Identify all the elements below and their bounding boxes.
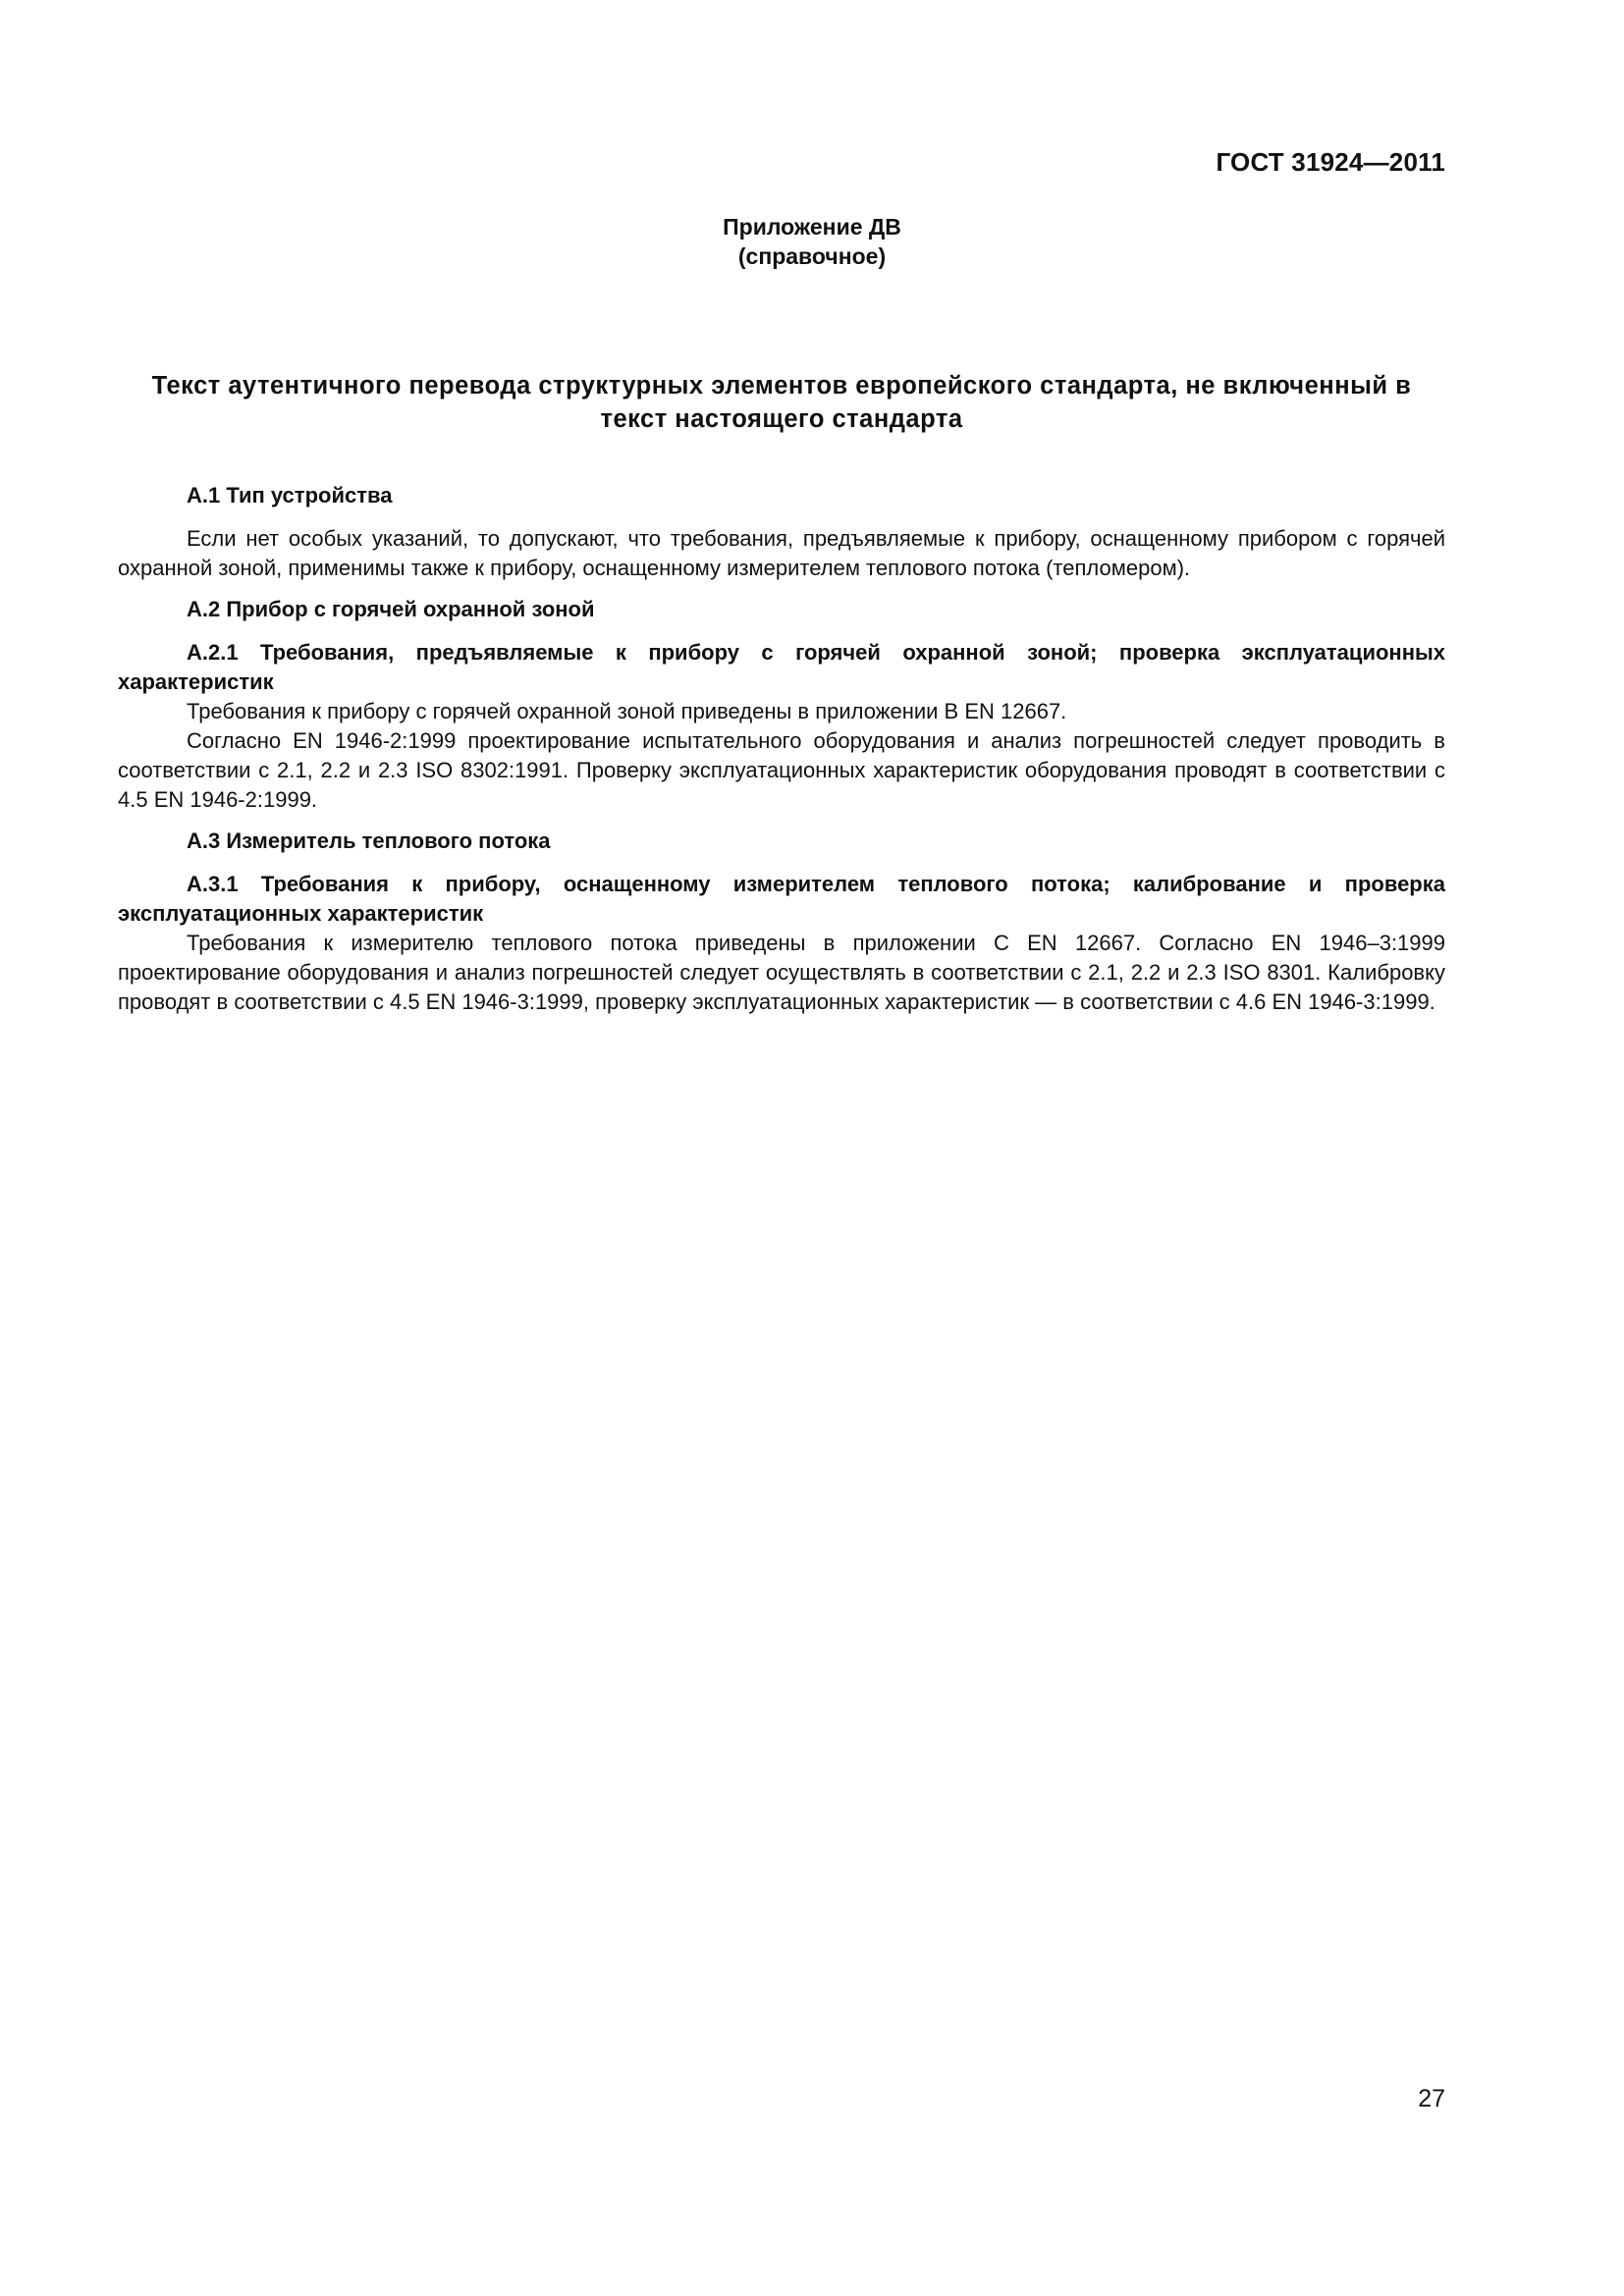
section-text-a21-1: Требования к прибору с горячей охранной зоной приведены в приложении В EN 12667. xyxy=(187,699,1067,723)
annex-label: Приложение ДВ xyxy=(723,214,901,240)
annex-header xyxy=(0,212,1624,271)
section-heading-a3: А.3 Измеритель теплового потока xyxy=(187,828,551,853)
section-heading-a1: А.1 Тип устройства xyxy=(187,483,393,507)
section-text-a1: Если нет особых указаний, то допускают, что требования, предъявляемые к прибору, оснащенному прибором с горячей охранной зоной, применимы также к прибору, оснащенному измерителем теплового потока (тепломером). xyxy=(118,526,1445,580)
section-text-a21-2: Согласно EN 1946-2:1999 проектирование испытательного оборудования и анализ погрешностей следует проводить в соответствии с 2.1, 2.2 и 2.3 ISO 8302:1991. Проверку эксплуатационных характеристик оборудования проводят в соответствии с 4.5 EN 1946-2:1999. xyxy=(118,728,1445,812)
document-body xyxy=(118,481,1445,1017)
document-code: ГОСТ 31924—2011 xyxy=(1216,147,1445,177)
section-text-a31: Требования к измерителю теплового потока приведены в приложении С EN 12667. Согласно EN 1946–3:1999 проектирование оборудования и анализ погрешностей следует осуществлять в соответствии с 2.1, 2.2 и 2.3 ISO 8301. Калибровку проводят в соответствии с 4.5 EN 1946-3:1999, проверку эксплуатационных характеристик — в соответствии с 4.6 EN 1946-3:1999. xyxy=(118,931,1445,1014)
annex-type: (справочное) xyxy=(737,243,887,269)
section-heading-a21: А.2.1 Требования, предъявляемые к прибору с горячей охранной зоной; проверка эксплуатационных характеристик xyxy=(118,640,1445,694)
section-heading-a31: А.3.1 Требования к прибору, оснащенному измерителем теплового потока; калибрование и проверка эксплуатационных характеристик xyxy=(118,872,1445,926)
section-heading-a2: А.2 Прибор с горячей охранной зоной xyxy=(187,597,595,621)
annex-title: Текст аутентичного перевода структурных элементов европейского стандарта, не включенный в текст настоящего стандарта xyxy=(151,372,1412,433)
page-number: 27 xyxy=(1418,2085,1445,2112)
